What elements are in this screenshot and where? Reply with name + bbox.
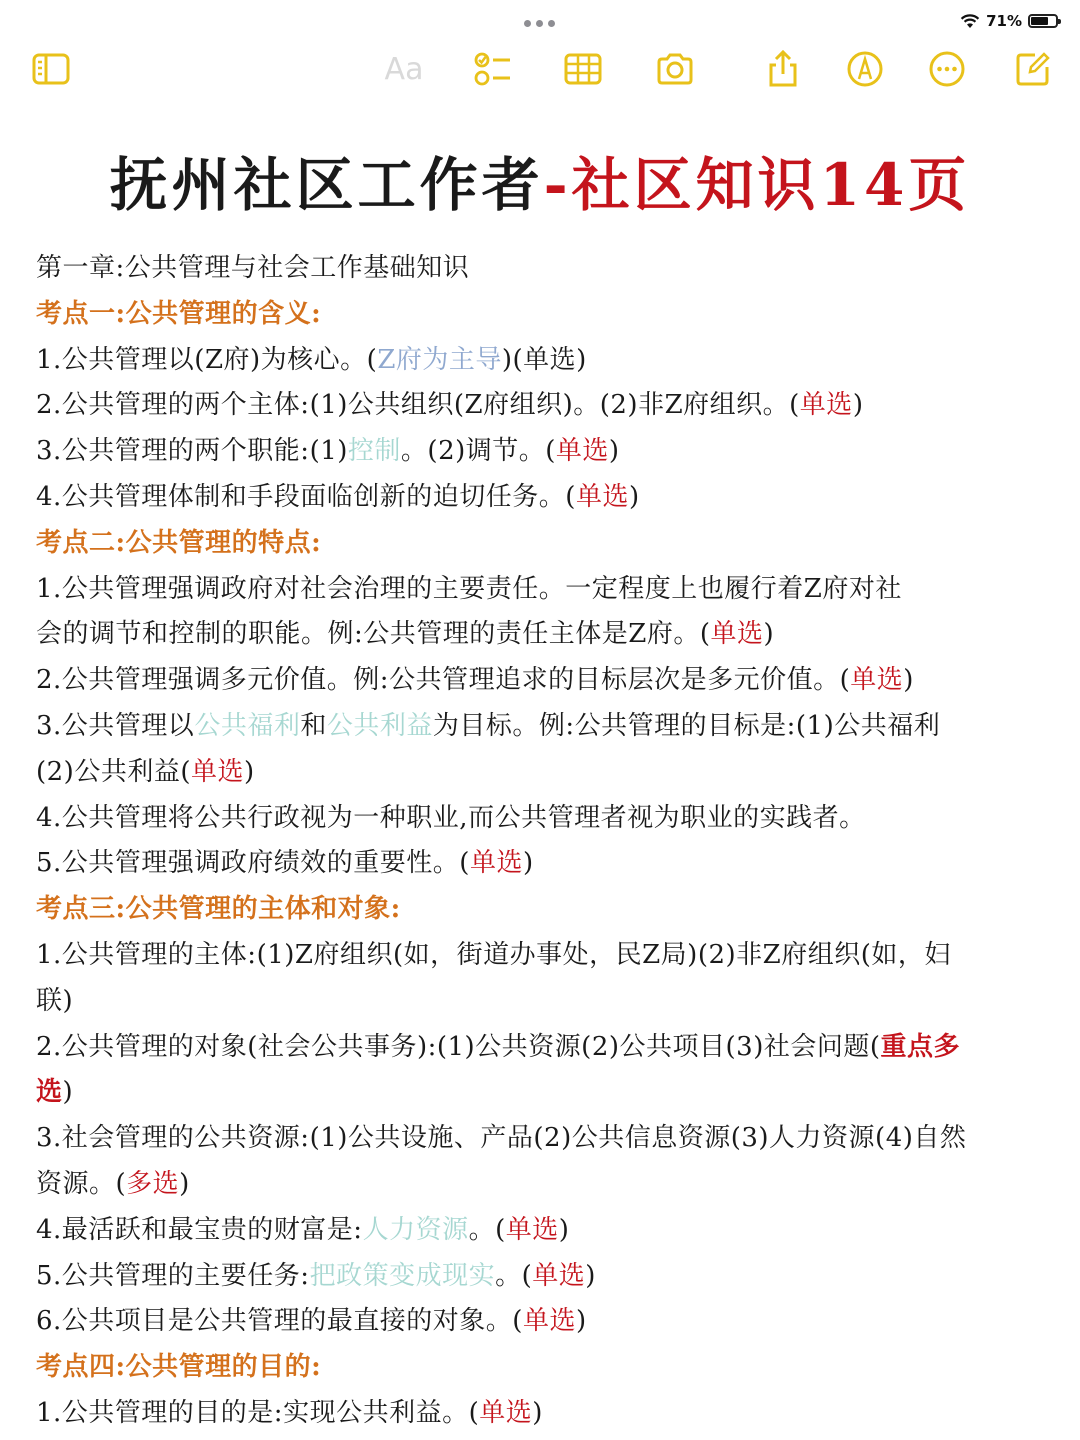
line-text: 6.公共项目是公共管理的最直接的对象。( bbox=[36, 1306, 523, 1337]
highlighted-text: 把政策变成现实 bbox=[309, 1260, 496, 1291]
multitasking-dots-icon[interactable] bbox=[524, 20, 555, 27]
note-line bbox=[36, 246, 1056, 292]
title-sub: -社区知识14页 bbox=[543, 151, 971, 219]
line-text: 和 bbox=[300, 710, 327, 741]
line-text: ) bbox=[532, 1397, 543, 1428]
line-text: 1.公共管理的目的是:实现公共利益。( bbox=[36, 1397, 480, 1428]
note-line bbox=[36, 1208, 1056, 1254]
line-text: 1.公共管理以(Z府)为核心。( bbox=[36, 344, 378, 375]
question-type-tag: 选 bbox=[36, 1077, 63, 1108]
question-type-tag: 重点多 bbox=[880, 1031, 961, 1062]
line-text: )(单选) bbox=[501, 344, 587, 375]
checklist-button[interactable] bbox=[470, 46, 516, 92]
question-type-tag: 单选 bbox=[575, 481, 629, 512]
question-type-tag: 单选 bbox=[190, 756, 244, 787]
line-text: 3.社会管理的公共资源:(1)公共设施、产品(2)公共信息资源(3)人力资源(4)自然 bbox=[36, 1123, 967, 1154]
note-body[interactable] bbox=[36, 246, 1056, 1437]
section-heading bbox=[36, 887, 1056, 933]
line-text: (2)公共利益( bbox=[36, 756, 191, 787]
note-line bbox=[36, 1254, 1056, 1300]
markup-button[interactable] bbox=[842, 46, 888, 92]
line-text: 2.公共管理的对象(社会公共事务):(1)公共资源(2)公共项目(3)社会问题( bbox=[36, 1031, 881, 1062]
line-text: ) bbox=[558, 1214, 570, 1245]
line-text: ) bbox=[244, 756, 255, 787]
status-bar bbox=[0, 0, 1080, 46]
line-text: 3.公共管理的两个职能:(1) bbox=[36, 436, 348, 467]
line-text: ) bbox=[608, 436, 620, 467]
battery-fill bbox=[1031, 17, 1048, 25]
note-line bbox=[36, 1070, 1056, 1116]
line-text: ) bbox=[522, 848, 534, 879]
more-ellipsis-icon bbox=[927, 49, 967, 89]
section-heading bbox=[36, 521, 1056, 567]
line-text: 1.公共管理强调政府对社会治理的主要责任。一定程度上也履行着Z府对社 bbox=[36, 573, 902, 604]
note-line bbox=[36, 933, 1056, 979]
note-line bbox=[36, 658, 1056, 704]
note-line bbox=[36, 796, 1056, 842]
note-line bbox=[36, 704, 1056, 750]
highlighted-text: 人力资源 bbox=[362, 1214, 469, 1245]
note-line bbox=[36, 338, 1056, 384]
line-text: 4.公共管理将公共行政视为一种职业,而公共管理者视为职业的实践者。 bbox=[36, 802, 866, 833]
question-type-tag: 单选 bbox=[799, 390, 853, 421]
highlighted-text: 公共利益 bbox=[326, 710, 433, 741]
question-type-tag: 单选 bbox=[555, 436, 609, 467]
line-text: 考点二:公共管理的特点: bbox=[36, 527, 322, 558]
note-line bbox=[36, 383, 1056, 429]
note-title[interactable] bbox=[0, 138, 1080, 222]
line-text: 2.公共管理的两个主体:(1)公共组织(Z府组织)。(2)非Z府组织。( bbox=[36, 390, 800, 421]
note-line bbox=[36, 1116, 1056, 1162]
note-line bbox=[36, 979, 1056, 1025]
question-type-tag: 单选 bbox=[479, 1397, 533, 1428]
line-text: 为目标。例:公共管理的目标是:(1)公共福利 bbox=[432, 710, 941, 741]
line-text: 。(2)调节。( bbox=[400, 436, 556, 467]
battery-percent: 71% bbox=[986, 12, 1022, 30]
camera-icon bbox=[655, 49, 695, 89]
note-line bbox=[36, 567, 1056, 613]
note-line bbox=[36, 612, 1056, 658]
question-type-tag: 单选 bbox=[469, 848, 523, 879]
line-text: 考点一:公共管理的含义: bbox=[36, 298, 322, 329]
format-button[interactable]: Aa bbox=[384, 51, 424, 87]
line-text: ) bbox=[179, 1168, 190, 1199]
table-button[interactable] bbox=[560, 46, 606, 92]
note-line bbox=[36, 1025, 1056, 1071]
compose-icon bbox=[1013, 49, 1053, 89]
section-heading bbox=[36, 292, 1056, 338]
sidebar-toggle-button[interactable] bbox=[28, 46, 74, 92]
highlighted-text: 控制 bbox=[347, 436, 401, 467]
note-line bbox=[36, 1162, 1056, 1208]
section-heading bbox=[36, 1345, 1056, 1391]
line-text: ) bbox=[903, 665, 914, 696]
checklist-icon bbox=[473, 49, 513, 89]
markup-pen-icon bbox=[845, 49, 885, 89]
line-text: 会的调节和控制的职能。例:公共管理的责任主体是Z府。( bbox=[36, 619, 711, 650]
line-text: 考点四:公共管理的目的: bbox=[36, 1352, 322, 1383]
line-text: 联) bbox=[36, 985, 74, 1016]
line-text: 5.公共管理的主要任务: bbox=[36, 1260, 310, 1291]
question-type-tag: 单选 bbox=[522, 1306, 576, 1337]
note-line bbox=[36, 429, 1056, 475]
battery-icon bbox=[1028, 14, 1058, 28]
note-line bbox=[36, 750, 1056, 796]
line-text: 3.公共管理以 bbox=[36, 710, 195, 741]
line-text: 2.公共管理强调多元价值。例:公共管理追求的目标层次是多元价值。( bbox=[36, 665, 851, 696]
line-text: 第一章:公共管理与社会工作基础知识 bbox=[36, 253, 470, 283]
line-text: 。( bbox=[495, 1260, 533, 1291]
line-text: ) bbox=[628, 481, 640, 512]
title-main: 抚州社区工作者 bbox=[109, 151, 544, 219]
line-text: 。( bbox=[468, 1214, 506, 1245]
highlighted-text: 公共福利 bbox=[194, 710, 301, 741]
status-indicators bbox=[960, 12, 1058, 30]
line-text: ) bbox=[62, 1077, 74, 1108]
note-line bbox=[36, 1299, 1056, 1345]
line-text: 4.最活跃和最宝贵的财富是: bbox=[36, 1214, 363, 1245]
compose-button[interactable] bbox=[1010, 46, 1056, 92]
camera-button[interactable] bbox=[652, 46, 698, 92]
line-text: ) bbox=[763, 619, 775, 650]
note-line bbox=[36, 841, 1056, 887]
sidebar-icon bbox=[31, 49, 71, 89]
toolbar bbox=[0, 46, 1080, 96]
question-type-tag: 单选 bbox=[532, 1260, 586, 1291]
more-button[interactable] bbox=[924, 46, 970, 92]
line-text: 考点三:公共管理的主体和对象: bbox=[36, 894, 401, 925]
line-text: 1.公共管理的主体:(1)Z府组织(如，街道办事处，民Z局)(2)非Z府组织(如，妇 bbox=[36, 939, 951, 970]
note-line bbox=[36, 475, 1056, 521]
table-icon bbox=[563, 49, 603, 89]
line-text: ) bbox=[585, 1260, 596, 1291]
question-type-tag: 单选 bbox=[505, 1214, 559, 1245]
line-text: 4.公共管理体制和手段面临创新的迫切任务。( bbox=[36, 481, 576, 512]
question-type-tag: 单选 bbox=[850, 665, 904, 696]
question-type-tag: 多选 bbox=[126, 1168, 180, 1199]
wifi-icon bbox=[960, 14, 980, 29]
line-text: 资源。( bbox=[36, 1168, 127, 1199]
share-button[interactable] bbox=[760, 46, 806, 92]
line-text: ) bbox=[575, 1306, 587, 1337]
question-type-tag: 单选 bbox=[710, 619, 764, 650]
line-text: ) bbox=[852, 390, 864, 421]
line-text: 5.公共管理强调政府绩效的重要性。( bbox=[36, 848, 470, 879]
note-line bbox=[36, 1391, 1056, 1437]
share-icon bbox=[763, 49, 803, 89]
highlighted-text: Z府为主导 bbox=[377, 344, 502, 375]
